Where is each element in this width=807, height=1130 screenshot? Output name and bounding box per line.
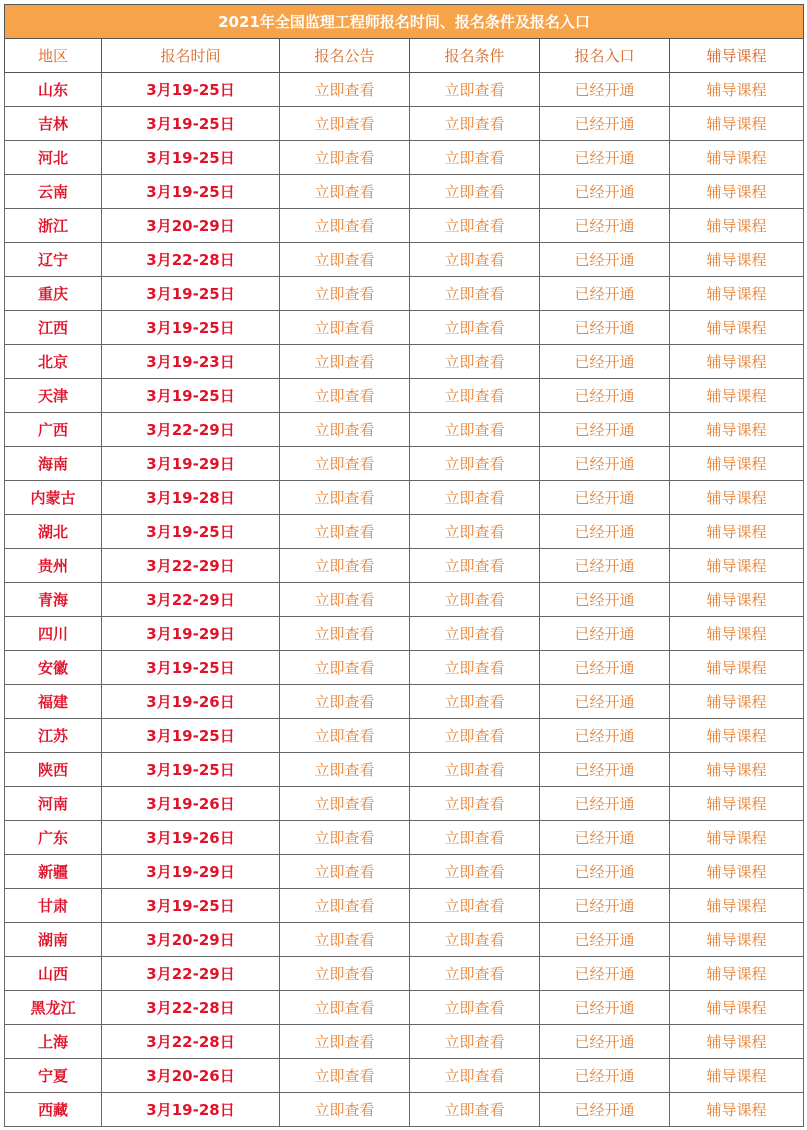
- table-row: [5, 1059, 804, 1093]
- registration-entry-link[interactable]: 已经开通: [540, 1025, 670, 1059]
- table-row: [5, 923, 804, 957]
- table-row: [5, 481, 804, 515]
- course-link[interactable]: 辅导课程: [670, 821, 804, 855]
- course-link[interactable]: 辅导课程: [670, 73, 804, 107]
- announcement-link[interactable]: 立即查看: [280, 379, 410, 413]
- conditions-link[interactable]: 立即查看: [410, 855, 540, 889]
- announcement-link[interactable]: 立即查看: [280, 617, 410, 651]
- conditions-link[interactable]: 立即查看: [410, 379, 540, 413]
- table-row: [5, 685, 804, 719]
- conditions-link[interactable]: 立即查看: [410, 1059, 540, 1093]
- course-link[interactable]: 辅导课程: [670, 1093, 804, 1127]
- announcement-link[interactable]: 立即查看: [280, 787, 410, 821]
- announcement-link[interactable]: 立即查看: [280, 957, 410, 991]
- registration-dates-cell: 3月19-26日: [102, 685, 280, 719]
- announcement-link[interactable]: 立即查看: [280, 481, 410, 515]
- registration-dates-cell: 3月19-29日: [102, 855, 280, 889]
- registration-entry-link[interactable]: 已经开通: [540, 209, 670, 243]
- registration-dates-cell: 3月22-29日: [102, 549, 280, 583]
- table-row: [5, 889, 804, 923]
- announcement-link[interactable]: 立即查看: [280, 73, 410, 107]
- announcement-link[interactable]: 立即查看: [280, 923, 410, 957]
- registration-dates-cell: 3月22-29日: [102, 957, 280, 991]
- region-cell: 吉林: [5, 107, 102, 141]
- conditions-link[interactable]: 立即查看: [410, 107, 540, 141]
- conditions-link[interactable]: 立即查看: [410, 481, 540, 515]
- registration-entry-link[interactable]: 已经开通: [540, 549, 670, 583]
- conditions-link[interactable]: 立即查看: [410, 787, 540, 821]
- course-link[interactable]: 辅导课程: [670, 651, 804, 685]
- region-cell: 天津: [5, 379, 102, 413]
- course-link[interactable]: 辅导课程: [670, 515, 804, 549]
- registration-entry-link[interactable]: 已经开通: [540, 957, 670, 991]
- registration-table: [4, 4, 804, 1127]
- region-cell: 河南: [5, 787, 102, 821]
- region-cell: 青海: [5, 583, 102, 617]
- announcement-link[interactable]: 立即查看: [280, 413, 410, 447]
- conditions-link[interactable]: 立即查看: [410, 685, 540, 719]
- table-row: [5, 583, 804, 617]
- registration-dates-cell: 3月22-28日: [102, 1025, 280, 1059]
- conditions-link[interactable]: 立即查看: [410, 617, 540, 651]
- announcement-link[interactable]: 立即查看: [280, 141, 410, 175]
- region-cell: 广西: [5, 413, 102, 447]
- registration-entry-link[interactable]: 已经开通: [540, 311, 670, 345]
- course-link[interactable]: 辅导课程: [670, 175, 804, 209]
- region-cell: 陕西: [5, 753, 102, 787]
- region-cell: 四川: [5, 617, 102, 651]
- course-link[interactable]: 辅导课程: [670, 481, 804, 515]
- course-link[interactable]: 辅导课程: [670, 549, 804, 583]
- table-row: [5, 209, 804, 243]
- registration-entry-link[interactable]: 已经开通: [540, 753, 670, 787]
- registration-dates-cell: 3月19-25日: [102, 311, 280, 345]
- table-row: [5, 447, 804, 481]
- registration-dates-cell: 3月19-25日: [102, 889, 280, 923]
- registration-entry-link[interactable]: 已经开通: [540, 821, 670, 855]
- conditions-link[interactable]: 立即查看: [410, 583, 540, 617]
- conditions-link[interactable]: 立即查看: [410, 243, 540, 277]
- registration-entry-link[interactable]: 已经开通: [540, 1059, 670, 1093]
- table-row: [5, 1093, 804, 1127]
- table-row: [5, 379, 804, 413]
- table-body: [5, 73, 804, 1127]
- registration-entry-link[interactable]: 已经开通: [540, 515, 670, 549]
- conditions-link[interactable]: 立即查看: [410, 1093, 540, 1127]
- registration-dates-cell: 3月19-26日: [102, 787, 280, 821]
- announcement-link[interactable]: 立即查看: [280, 1025, 410, 1059]
- region-cell: 江西: [5, 311, 102, 345]
- table-row: [5, 821, 804, 855]
- announcement-link[interactable]: 立即查看: [280, 209, 410, 243]
- region-cell: 福建: [5, 685, 102, 719]
- course-link[interactable]: 辅导课程: [670, 277, 804, 311]
- registration-entry-link[interactable]: 已经开通: [540, 73, 670, 107]
- registration-entry-link[interactable]: 已经开通: [540, 1093, 670, 1127]
- registration-entry-link[interactable]: 已经开通: [540, 175, 670, 209]
- conditions-link[interactable]: 立即查看: [410, 175, 540, 209]
- registration-dates-cell: 3月19-25日: [102, 515, 280, 549]
- region-cell: 湖北: [5, 515, 102, 549]
- registration-dates-cell: 3月20-29日: [102, 209, 280, 243]
- table-row: [5, 107, 804, 141]
- registration-entry-link[interactable]: 已经开通: [540, 345, 670, 379]
- course-link[interactable]: 辅导课程: [670, 1025, 804, 1059]
- conditions-link[interactable]: 立即查看: [410, 923, 540, 957]
- conditions-link[interactable]: 立即查看: [410, 1025, 540, 1059]
- registration-entry-link[interactable]: 已经开通: [540, 107, 670, 141]
- registration-dates-cell: 3月22-29日: [102, 583, 280, 617]
- registration-dates-cell: 3月22-29日: [102, 413, 280, 447]
- conditions-link[interactable]: 立即查看: [410, 651, 540, 685]
- table-row: [5, 277, 804, 311]
- course-link[interactable]: 辅导课程: [670, 209, 804, 243]
- announcement-link[interactable]: 立即查看: [280, 583, 410, 617]
- course-link[interactable]: 辅导课程: [670, 719, 804, 753]
- registration-dates-cell: 3月19-23日: [102, 345, 280, 379]
- announcement-link[interactable]: 立即查看: [280, 753, 410, 787]
- registration-entry-link[interactable]: 已经开通: [540, 141, 670, 175]
- table-row: [5, 957, 804, 991]
- course-link[interactable]: 辅导课程: [670, 617, 804, 651]
- registration-dates-cell: 3月20-26日: [102, 1059, 280, 1093]
- table-row: [5, 991, 804, 1025]
- column-header-announcement: 报名公告: [280, 39, 410, 73]
- region-cell: 宁夏: [5, 1059, 102, 1093]
- registration-dates-cell: 3月19-25日: [102, 379, 280, 413]
- region-cell: 北京: [5, 345, 102, 379]
- course-link[interactable]: 辅导课程: [670, 685, 804, 719]
- course-link[interactable]: 辅导课程: [670, 583, 804, 617]
- announcement-link[interactable]: 立即查看: [280, 855, 410, 889]
- table-row: [5, 73, 804, 107]
- region-cell: 山西: [5, 957, 102, 991]
- registration-entry-link[interactable]: 已经开通: [540, 617, 670, 651]
- conditions-link[interactable]: 立即查看: [410, 889, 540, 923]
- table-row: [5, 787, 804, 821]
- region-cell: 甘肃: [5, 889, 102, 923]
- column-header-dates: 报名时间: [102, 39, 280, 73]
- table-title: 2021年全国监理工程师报名时间、报名条件及报名入口: [5, 5, 804, 39]
- registration-dates-cell: 3月20-29日: [102, 923, 280, 957]
- registration-entry-link[interactable]: 已经开通: [540, 447, 670, 481]
- announcement-link[interactable]: 立即查看: [280, 1059, 410, 1093]
- conditions-link[interactable]: 立即查看: [410, 991, 540, 1025]
- conditions-link[interactable]: 立即查看: [410, 719, 540, 753]
- region-cell: 辽宁: [5, 243, 102, 277]
- announcement-link[interactable]: 立即查看: [280, 243, 410, 277]
- conditions-link[interactable]: 立即查看: [410, 311, 540, 345]
- registration-entry-link[interactable]: 已经开通: [540, 991, 670, 1025]
- region-cell: 重庆: [5, 277, 102, 311]
- announcement-link[interactable]: 立即查看: [280, 515, 410, 549]
- registration-entry-link[interactable]: 已经开通: [540, 243, 670, 277]
- conditions-link[interactable]: 立即查看: [410, 549, 540, 583]
- course-link[interactable]: 辅导课程: [670, 447, 804, 481]
- announcement-link[interactable]: 立即查看: [280, 277, 410, 311]
- region-cell: 浙江: [5, 209, 102, 243]
- course-link[interactable]: 辅导课程: [670, 413, 804, 447]
- course-link[interactable]: 辅导课程: [670, 957, 804, 991]
- region-cell: 河北: [5, 141, 102, 175]
- course-link[interactable]: 辅导课程: [670, 889, 804, 923]
- announcement-link[interactable]: 立即查看: [280, 889, 410, 923]
- registration-entry-link[interactable]: 已经开通: [540, 481, 670, 515]
- registration-entry-link[interactable]: 已经开通: [540, 855, 670, 889]
- region-cell: 内蒙古: [5, 481, 102, 515]
- registration-dates-cell: 3月19-26日: [102, 821, 280, 855]
- course-link[interactable]: 辅导课程: [670, 345, 804, 379]
- announcement-link[interactable]: 立即查看: [280, 549, 410, 583]
- registration-dates-cell: 3月19-25日: [102, 753, 280, 787]
- table-row: [5, 549, 804, 583]
- conditions-link[interactable]: 立即查看: [410, 73, 540, 107]
- column-header-course: 辅导课程: [670, 39, 804, 73]
- region-cell: 西藏: [5, 1093, 102, 1127]
- announcement-link[interactable]: 立即查看: [280, 447, 410, 481]
- table-title-row: [5, 5, 804, 39]
- course-link[interactable]: 辅导课程: [670, 1059, 804, 1093]
- conditions-link[interactable]: 立即查看: [410, 753, 540, 787]
- conditions-link[interactable]: 立即查看: [410, 209, 540, 243]
- column-header-region: 地区: [5, 39, 102, 73]
- registration-dates-cell: 3月19-25日: [102, 277, 280, 311]
- table-row: [5, 617, 804, 651]
- region-cell: 上海: [5, 1025, 102, 1059]
- course-link[interactable]: 辅导课程: [670, 141, 804, 175]
- course-link[interactable]: 辅导课程: [670, 753, 804, 787]
- table-row: [5, 311, 804, 345]
- region-cell: 海南: [5, 447, 102, 481]
- registration-entry-link[interactable]: 已经开通: [540, 719, 670, 753]
- conditions-link[interactable]: 立即查看: [410, 345, 540, 379]
- column-header-conditions: 报名条件: [410, 39, 540, 73]
- conditions-link[interactable]: 立即查看: [410, 447, 540, 481]
- registration-dates-cell: 3月19-25日: [102, 141, 280, 175]
- course-link[interactable]: 辅导课程: [670, 311, 804, 345]
- table-row: [5, 141, 804, 175]
- announcement-link[interactable]: 立即查看: [280, 821, 410, 855]
- course-link[interactable]: 辅导课程: [670, 991, 804, 1025]
- conditions-link[interactable]: 立即查看: [410, 413, 540, 447]
- announcement-link[interactable]: 立即查看: [280, 175, 410, 209]
- table-row: [5, 753, 804, 787]
- announcement-link[interactable]: 立即查看: [280, 345, 410, 379]
- registration-dates-cell: 3月19-28日: [102, 1093, 280, 1127]
- table-row: [5, 1025, 804, 1059]
- course-link[interactable]: 辅导课程: [670, 107, 804, 141]
- region-cell: 黑龙江: [5, 991, 102, 1025]
- registration-dates-cell: 3月19-25日: [102, 175, 280, 209]
- course-link[interactable]: 辅导课程: [670, 923, 804, 957]
- registration-dates-cell: 3月19-25日: [102, 73, 280, 107]
- table-row: [5, 413, 804, 447]
- table-row: [5, 243, 804, 277]
- region-cell: 新疆: [5, 855, 102, 889]
- course-link[interactable]: 辅导课程: [670, 787, 804, 821]
- registration-dates-cell: 3月19-29日: [102, 447, 280, 481]
- course-link[interactable]: 辅导课程: [670, 855, 804, 889]
- region-cell: 湖南: [5, 923, 102, 957]
- course-link[interactable]: 辅导课程: [670, 379, 804, 413]
- table-row: [5, 651, 804, 685]
- registration-dates-cell: 3月19-25日: [102, 651, 280, 685]
- region-cell: 安徽: [5, 651, 102, 685]
- registration-entry-link[interactable]: 已经开通: [540, 379, 670, 413]
- region-cell: 贵州: [5, 549, 102, 583]
- conditions-link[interactable]: 立即查看: [410, 277, 540, 311]
- conditions-link[interactable]: 立即查看: [410, 515, 540, 549]
- registration-table-container: [4, 4, 803, 1127]
- registration-entry-link[interactable]: 已经开通: [540, 923, 670, 957]
- announcement-link[interactable]: 立即查看: [280, 1093, 410, 1127]
- column-header-entry: 报名入口: [540, 39, 670, 73]
- registration-dates-cell: 3月19-25日: [102, 719, 280, 753]
- announcement-link[interactable]: 立即查看: [280, 651, 410, 685]
- registration-entry-link[interactable]: 已经开通: [540, 889, 670, 923]
- course-link[interactable]: 辅导课程: [670, 243, 804, 277]
- registration-dates-cell: 3月22-28日: [102, 243, 280, 277]
- region-cell: 广东: [5, 821, 102, 855]
- registration-entry-link[interactable]: 已经开通: [540, 685, 670, 719]
- conditions-link[interactable]: 立即查看: [410, 957, 540, 991]
- conditions-link[interactable]: 立即查看: [410, 141, 540, 175]
- table-row: [5, 345, 804, 379]
- table-row: [5, 855, 804, 889]
- registration-dates-cell: 3月22-28日: [102, 991, 280, 1025]
- announcement-link[interactable]: 立即查看: [280, 311, 410, 345]
- table-row: [5, 719, 804, 753]
- registration-dates-cell: 3月19-29日: [102, 617, 280, 651]
- column-header-row: [5, 39, 804, 73]
- registration-entry-link[interactable]: 已经开通: [540, 277, 670, 311]
- region-cell: 山东: [5, 73, 102, 107]
- registration-entry-link[interactable]: 已经开通: [540, 651, 670, 685]
- table-row: [5, 175, 804, 209]
- announcement-link[interactable]: 立即查看: [280, 685, 410, 719]
- registration-entry-link[interactable]: 已经开通: [540, 583, 670, 617]
- announcement-link[interactable]: 立即查看: [280, 107, 410, 141]
- registration-dates-cell: 3月19-28日: [102, 481, 280, 515]
- registration-dates-cell: 3月19-25日: [102, 107, 280, 141]
- announcement-link[interactable]: 立即查看: [280, 719, 410, 753]
- conditions-link[interactable]: 立即查看: [410, 821, 540, 855]
- registration-entry-link[interactable]: 已经开通: [540, 787, 670, 821]
- announcement-link[interactable]: 立即查看: [280, 991, 410, 1025]
- region-cell: 江苏: [5, 719, 102, 753]
- table-row: [5, 515, 804, 549]
- registration-entry-link[interactable]: 已经开通: [540, 413, 670, 447]
- region-cell: 云南: [5, 175, 102, 209]
